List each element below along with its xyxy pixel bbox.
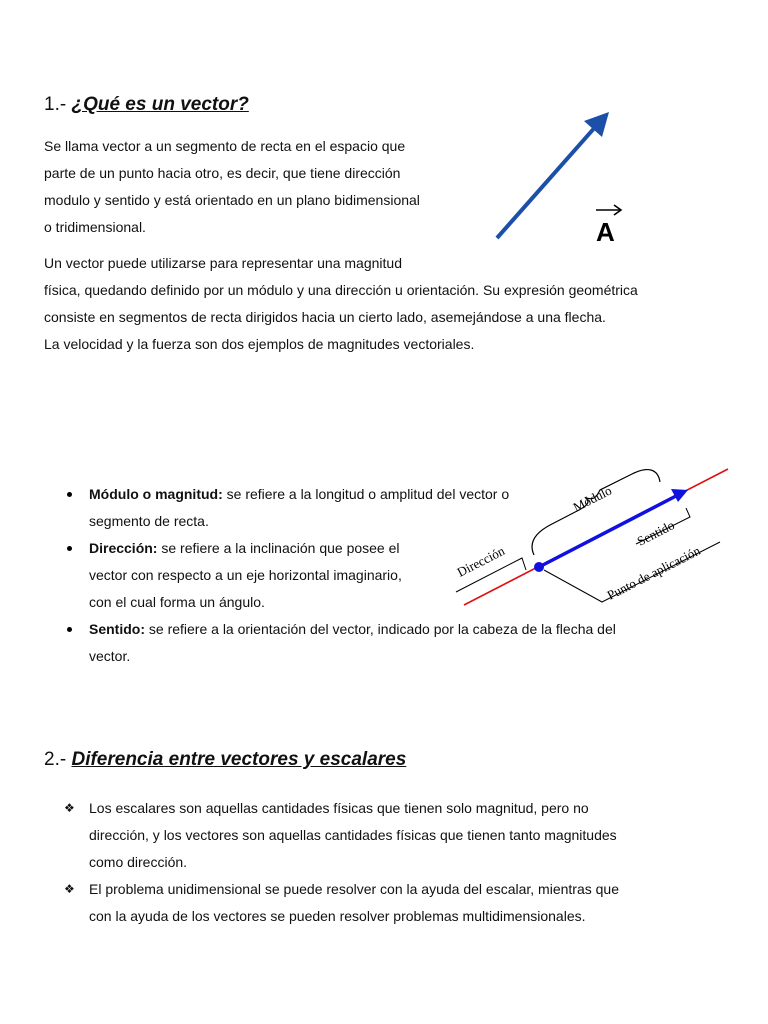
difference-text: con la ayuda de los vectores se pueden resolver problemas multidimensionales.	[89, 908, 586, 924]
intro-paragraph	[44, 133, 420, 241]
property-text: se refiere a la longitud o amplitud del vector o	[222, 486, 510, 502]
bullet-dot-icon	[67, 546, 72, 551]
vector-a-illustration	[480, 100, 640, 250]
list-item	[44, 535, 704, 616]
property-text: vector.	[89, 648, 131, 664]
intro-line: Se llama vector a un segmento de recta en el espacio que	[44, 138, 406, 154]
property-text: con el cual forma un ángulo.	[89, 594, 265, 610]
modulo-label: Módulo	[570, 482, 615, 515]
body-line: consiste en segmentos de recta dirigidos hacia un cierto lado, asemejándose a una flecha.	[44, 309, 606, 325]
vector-a-shaft	[497, 125, 597, 238]
punto-de-aplicacion-label: Punto de aplicación	[604, 542, 703, 603]
intro-line: o tridimensional.	[44, 219, 146, 235]
bullet-dot-icon	[67, 627, 72, 632]
difference-text: Los escalares son aquellas cantidades físicas que tienen solo magnitud, pero no	[89, 800, 589, 816]
property-text: segmento de recta.	[89, 513, 209, 529]
intro-line: modulo y sentido y está orientado en un plano bidimensional	[44, 192, 420, 208]
properties-list	[44, 481, 704, 670]
body-line: física, quedando definido por un módulo y una dirección u orientación. Su expresión geométrica	[44, 282, 638, 298]
property-term: Módulo o magnitud:	[89, 486, 223, 502]
property-text: vector con respecto a un eje horizontal imaginario,	[89, 567, 402, 583]
property-term: Dirección:	[89, 540, 158, 556]
direccion-label: Dirección	[454, 543, 508, 580]
section-2-number: 2.-	[44, 749, 67, 770]
difference-text: dirección, y los vectores son aquellas cantidades físicas que tienen tanto magnitudes	[89, 827, 617, 843]
differences-list	[44, 795, 724, 930]
diamond-bullet-icon: ❖	[64, 882, 75, 896]
section-2-title: Diferencia entre vectores y escalares	[71, 749, 407, 770]
property-text: se refiere a la inclinación que posee el	[157, 540, 400, 556]
diamond-bullet-icon: ❖	[64, 801, 75, 815]
vector-a-label: A	[596, 217, 615, 247]
property-text: se refiere a la orientación del vector, indicado por la cabeza de la flecha del	[145, 621, 616, 637]
section-2-heading	[44, 748, 406, 772]
difference-text: El problema unidimensional se puede resolver con la ayuda del escalar, mientras que	[89, 881, 619, 897]
list-item	[44, 481, 704, 535]
section-1-title: ¿Qué es un vector?	[71, 94, 249, 115]
sentido-label: Sentido	[634, 517, 677, 549]
list-item	[44, 876, 724, 930]
list-item	[44, 616, 704, 670]
intro-line: parte de un punto hacia otro, es decir, que tiene dirección	[44, 165, 401, 181]
list-item	[44, 795, 724, 876]
property-term: Sentido:	[89, 621, 145, 637]
difference-text: como dirección.	[89, 854, 188, 870]
section-1-number: 1.-	[44, 94, 67, 115]
body-line: Un vector puede utilizarse para representar una magnitud	[44, 255, 402, 271]
bullet-dot-icon	[67, 492, 72, 497]
section-1-heading	[44, 93, 249, 117]
body-line: La velocidad y la fuerza son dos ejemplos de magnitudes vectoriales.	[44, 336, 475, 352]
body-paragraph	[44, 250, 638, 358]
